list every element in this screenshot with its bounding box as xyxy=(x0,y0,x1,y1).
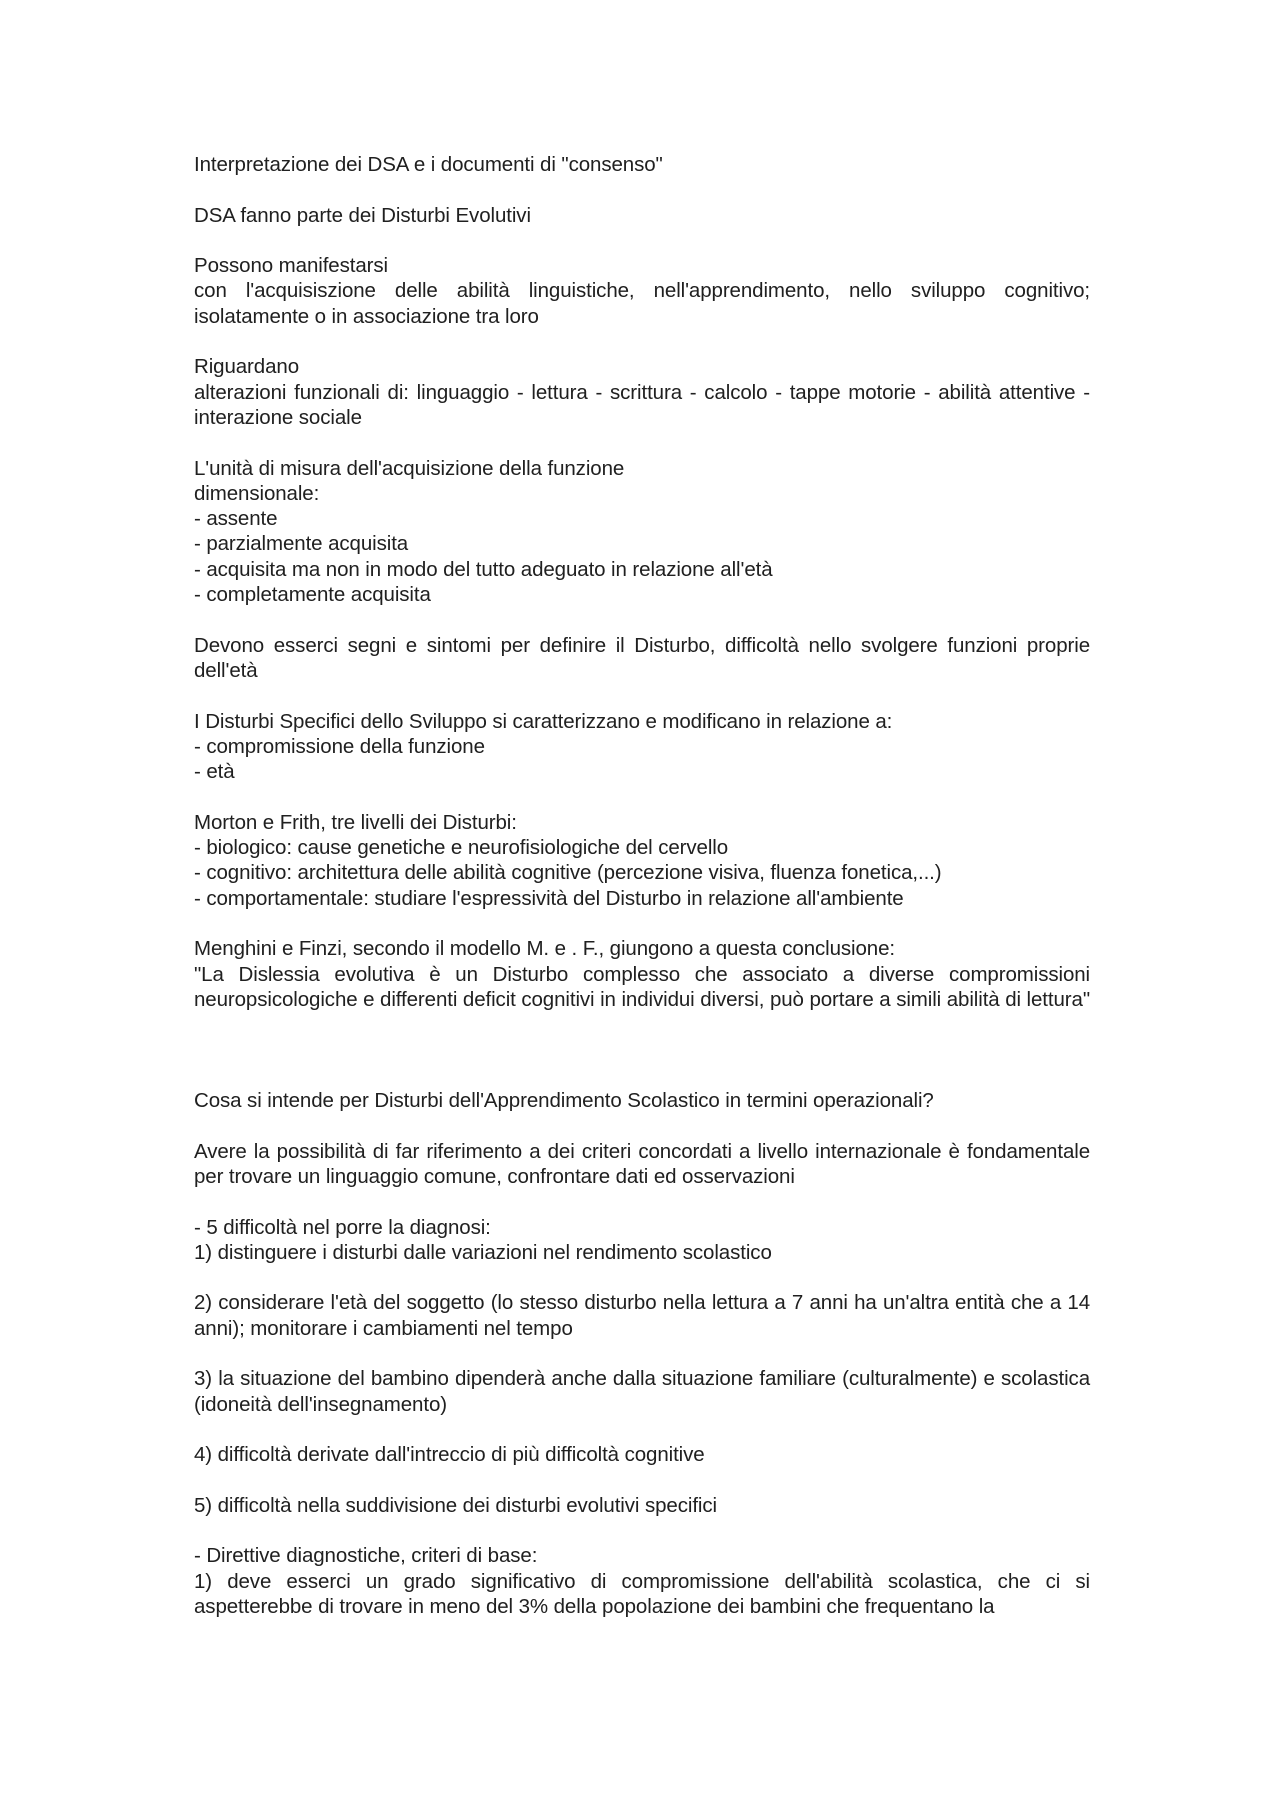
list-item-4: 4) difficoltà derivate dall'intreccio di più difficoltà cognitive xyxy=(194,1443,705,1467)
section-disturbi-specifici xyxy=(194,709,1090,785)
section-heading: - Direttive diagnostiche, criteri di base: xyxy=(194,1544,538,1568)
section-text: alterazioni funzionali di: linguaggio - lettura - scrittura - calcolo - tappe motorie - abilità attentive - interazione sociale xyxy=(194,380,1090,429)
quote-text: "La Dislessia evolutiva è un Disturbo complesso che associato a diverse compromissioni neuropsicologiche e differenti deficit cognitivi in individui diversi, può portare a simili abilità di lettura" xyxy=(194,962,1090,1011)
paragraph-dsa-evolutivi: DSA fanno parte dei Disturbi Evolutivi xyxy=(194,203,531,227)
document-page xyxy=(194,152,1090,1645)
section-heading: Riguardano xyxy=(194,355,299,379)
question-heading: Cosa si intende per Disturbi dell'Apprendimento Scolastico in termini operazionali? xyxy=(194,1089,934,1113)
section-subheading: dimensionale: xyxy=(194,481,320,505)
list-item: - completamente acquisita xyxy=(194,583,431,607)
section-heading: I Disturbi Specifici dello Sviluppo si caratterizzano e modificano in relazione a: xyxy=(194,709,893,733)
paragraph-devono-esserci: Devono esserci segni e sintomi per definire il Disturbo, difficoltà nello svolgere funzioni proprie dell'età xyxy=(194,633,1090,682)
section-text: con l'acquisiszione delle abilità linguistiche, nell'apprendimento, nello sviluppo cognitivo; isolatamente o in associazione tra loro xyxy=(194,279,1090,328)
list-item-5: 5) difficoltà nella suddivisione dei disturbi evolutivi specifici xyxy=(194,1493,717,1517)
section-heading: Menghini e Finzi, secondo il modello M. e . F., giungono a questa conclusione: xyxy=(194,937,896,961)
section-unita-di-misura xyxy=(194,456,1090,608)
list-item: - biologico: cause genetiche e neurofisiologiche del cervello xyxy=(194,836,729,860)
section-difficolta-diagnosi xyxy=(194,1215,1090,1266)
list-item: - acquisita ma non in modo del tutto adeguato in relazione all'età xyxy=(194,557,773,581)
list-item: - assente xyxy=(194,507,278,531)
list-item: - comportamentale: studiare l'espressività del Disturbo in relazione all'ambiente xyxy=(194,886,904,910)
list-item: - cognitivo: architettura delle abilità cognitive (percezione visiva, fluenza fonetica,...) xyxy=(194,861,942,885)
section-menghini-finzi xyxy=(194,936,1090,1012)
section-heading: - 5 difficoltà nel porre la diagnosi: xyxy=(194,1215,491,1239)
section-direttive-diagnostiche xyxy=(194,1543,1090,1619)
paragraph-avere-la-possibilita: Avere la possibilità di far riferimento a dei criteri concordati a livello internazionale è fondamentale per trovare un linguaggio comune, confrontare dati ed osservazioni xyxy=(194,1139,1090,1188)
list-item: 1) distinguere i disturbi dalle variazioni nel rendimento scolastico xyxy=(194,1240,772,1264)
section-possono-manifestarsi xyxy=(194,253,1090,329)
list-item: 1) deve esserci un grado significativo di compromissione dell'abilità scolastica, che ci si aspetterebbe di trovare in meno del 3% della popolazione dei bambini che frequentano la xyxy=(194,1569,1090,1619)
list-item-2: 2) considerare l'età del soggetto (lo stesso disturbo nella lettura a 7 anni ha un'altra entità che a 14 anni); monitorare i cambiamenti nel tempo xyxy=(194,1291,1090,1340)
list-item: - parzialmente acquisita xyxy=(194,532,409,556)
section-riguardano xyxy=(194,354,1090,430)
section-morton-frith xyxy=(194,810,1090,911)
document-title: Interpretazione dei DSA e i documenti di "consenso" xyxy=(194,153,663,176)
section-heading: L'unità di misura dell'acquisizione della funzione xyxy=(194,456,625,480)
list-item-3: 3) la situazione del bambino dipenderà anche dalla situazione familiare (culturalmente) e scolastica (idoneità dell'insegnamento) xyxy=(194,1367,1090,1416)
section-heading: Possono manifestarsi xyxy=(194,254,388,278)
section-heading: Morton e Frith, tre livelli dei Disturbi: xyxy=(194,810,517,834)
list-item: - compromissione della funzione xyxy=(194,734,485,758)
list-item: - età xyxy=(194,760,235,784)
